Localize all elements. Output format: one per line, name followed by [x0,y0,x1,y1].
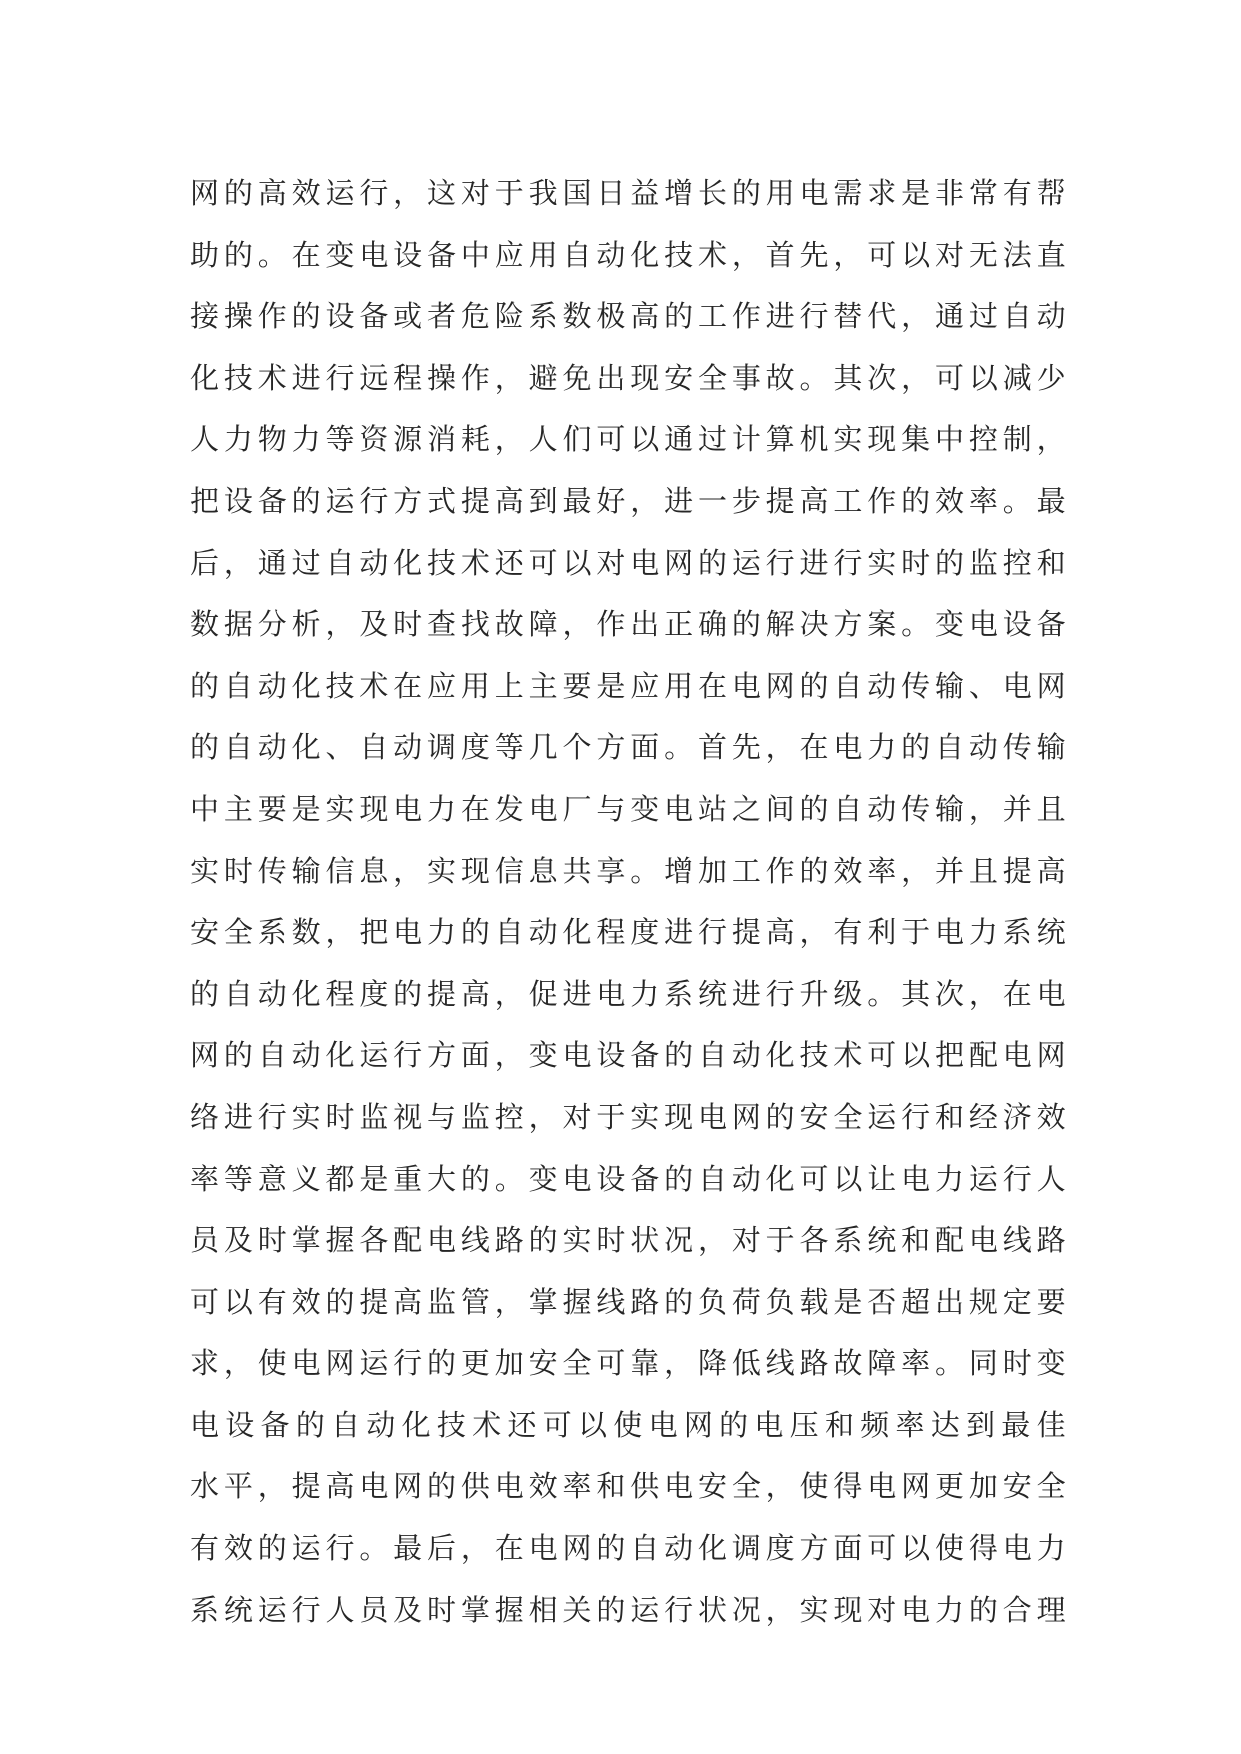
text-line: 的自动化、自动调度等几个方面。首先，在电力的自动传输 [190,730,1070,765]
text-line: 有效的运行。最后，在电网的自动化调度方面可以使得电力 [190,1531,1070,1566]
text-line: 中主要是实现电力在发电厂与变电站之间的自动传输，并且 [190,791,1070,826]
body-paragraph [190,163,1070,1641]
text-line: 网的自动化运行方面，变电设备的自动化技术可以把配电网 [190,1038,1070,1073]
text-line: 助的。在变电设备中应用自动化技术，首先，可以对无法直 [190,237,1070,272]
text-line: 络进行实时监视与监控，对于实现电网的安全运行和经济效 [190,1099,1070,1134]
text-line: 电设备的自动化技术还可以使电网的电压和频率达到最佳 [190,1407,1070,1442]
text-line: 求，使电网运行的更加安全可靠，降低线路故障率。同时变 [190,1346,1070,1381]
text-line: 的自动化技术在应用上主要是应用在电网的自动传输、电网 [190,668,1070,703]
text-line: 把设备的运行方式提高到最好，进一步提高工作的效率。最 [190,483,1070,518]
text-line: 后，通过自动化技术还可以对电网的运行进行实时的监控和 [190,545,1070,580]
text-line: 实时传输信息，实现信息共享。增加工作的效率，并且提高 [190,853,1070,888]
text-line: 的自动化程度的提高，促进电力系统进行升级。其次，在电 [190,976,1070,1011]
text-line: 化技术进行远程操作，避免出现安全事故。其次，可以减少 [190,360,1070,395]
text-line: 接操作的设备或者危险系数极高的工作进行替代，通过自动 [190,299,1070,334]
text-line: 率等意义都是重大的。变电设备的自动化可以让电力运行人 [190,1161,1070,1196]
text-line: 安全系数，把电力的自动化程度进行提高，有利于电力系统 [190,915,1070,950]
text-line: 水平，提高电网的供电效率和供电安全，使得电网更加安全 [190,1469,1070,1504]
text-line: 可以有效的提高监管，掌握线路的负荷负载是否超出规定要 [190,1284,1070,1319]
text-line: 员及时掌握各配电线路的实时状况，对于各系统和配电线路 [190,1223,1070,1258]
text-line: 网的高效运行，这对于我国日益增长的用电需求是非常有帮 [190,176,1070,210]
text-line: 系统运行人员及时掌握相关的运行状况，实现对电力的合理 [190,1592,1070,1627]
text-line: 人力物力等资源消耗，人们可以通过计算机实现集中控制， [190,422,1070,457]
text-line: 数据分析，及时查找故障，作出正确的解决方案。变电设备 [190,607,1070,642]
